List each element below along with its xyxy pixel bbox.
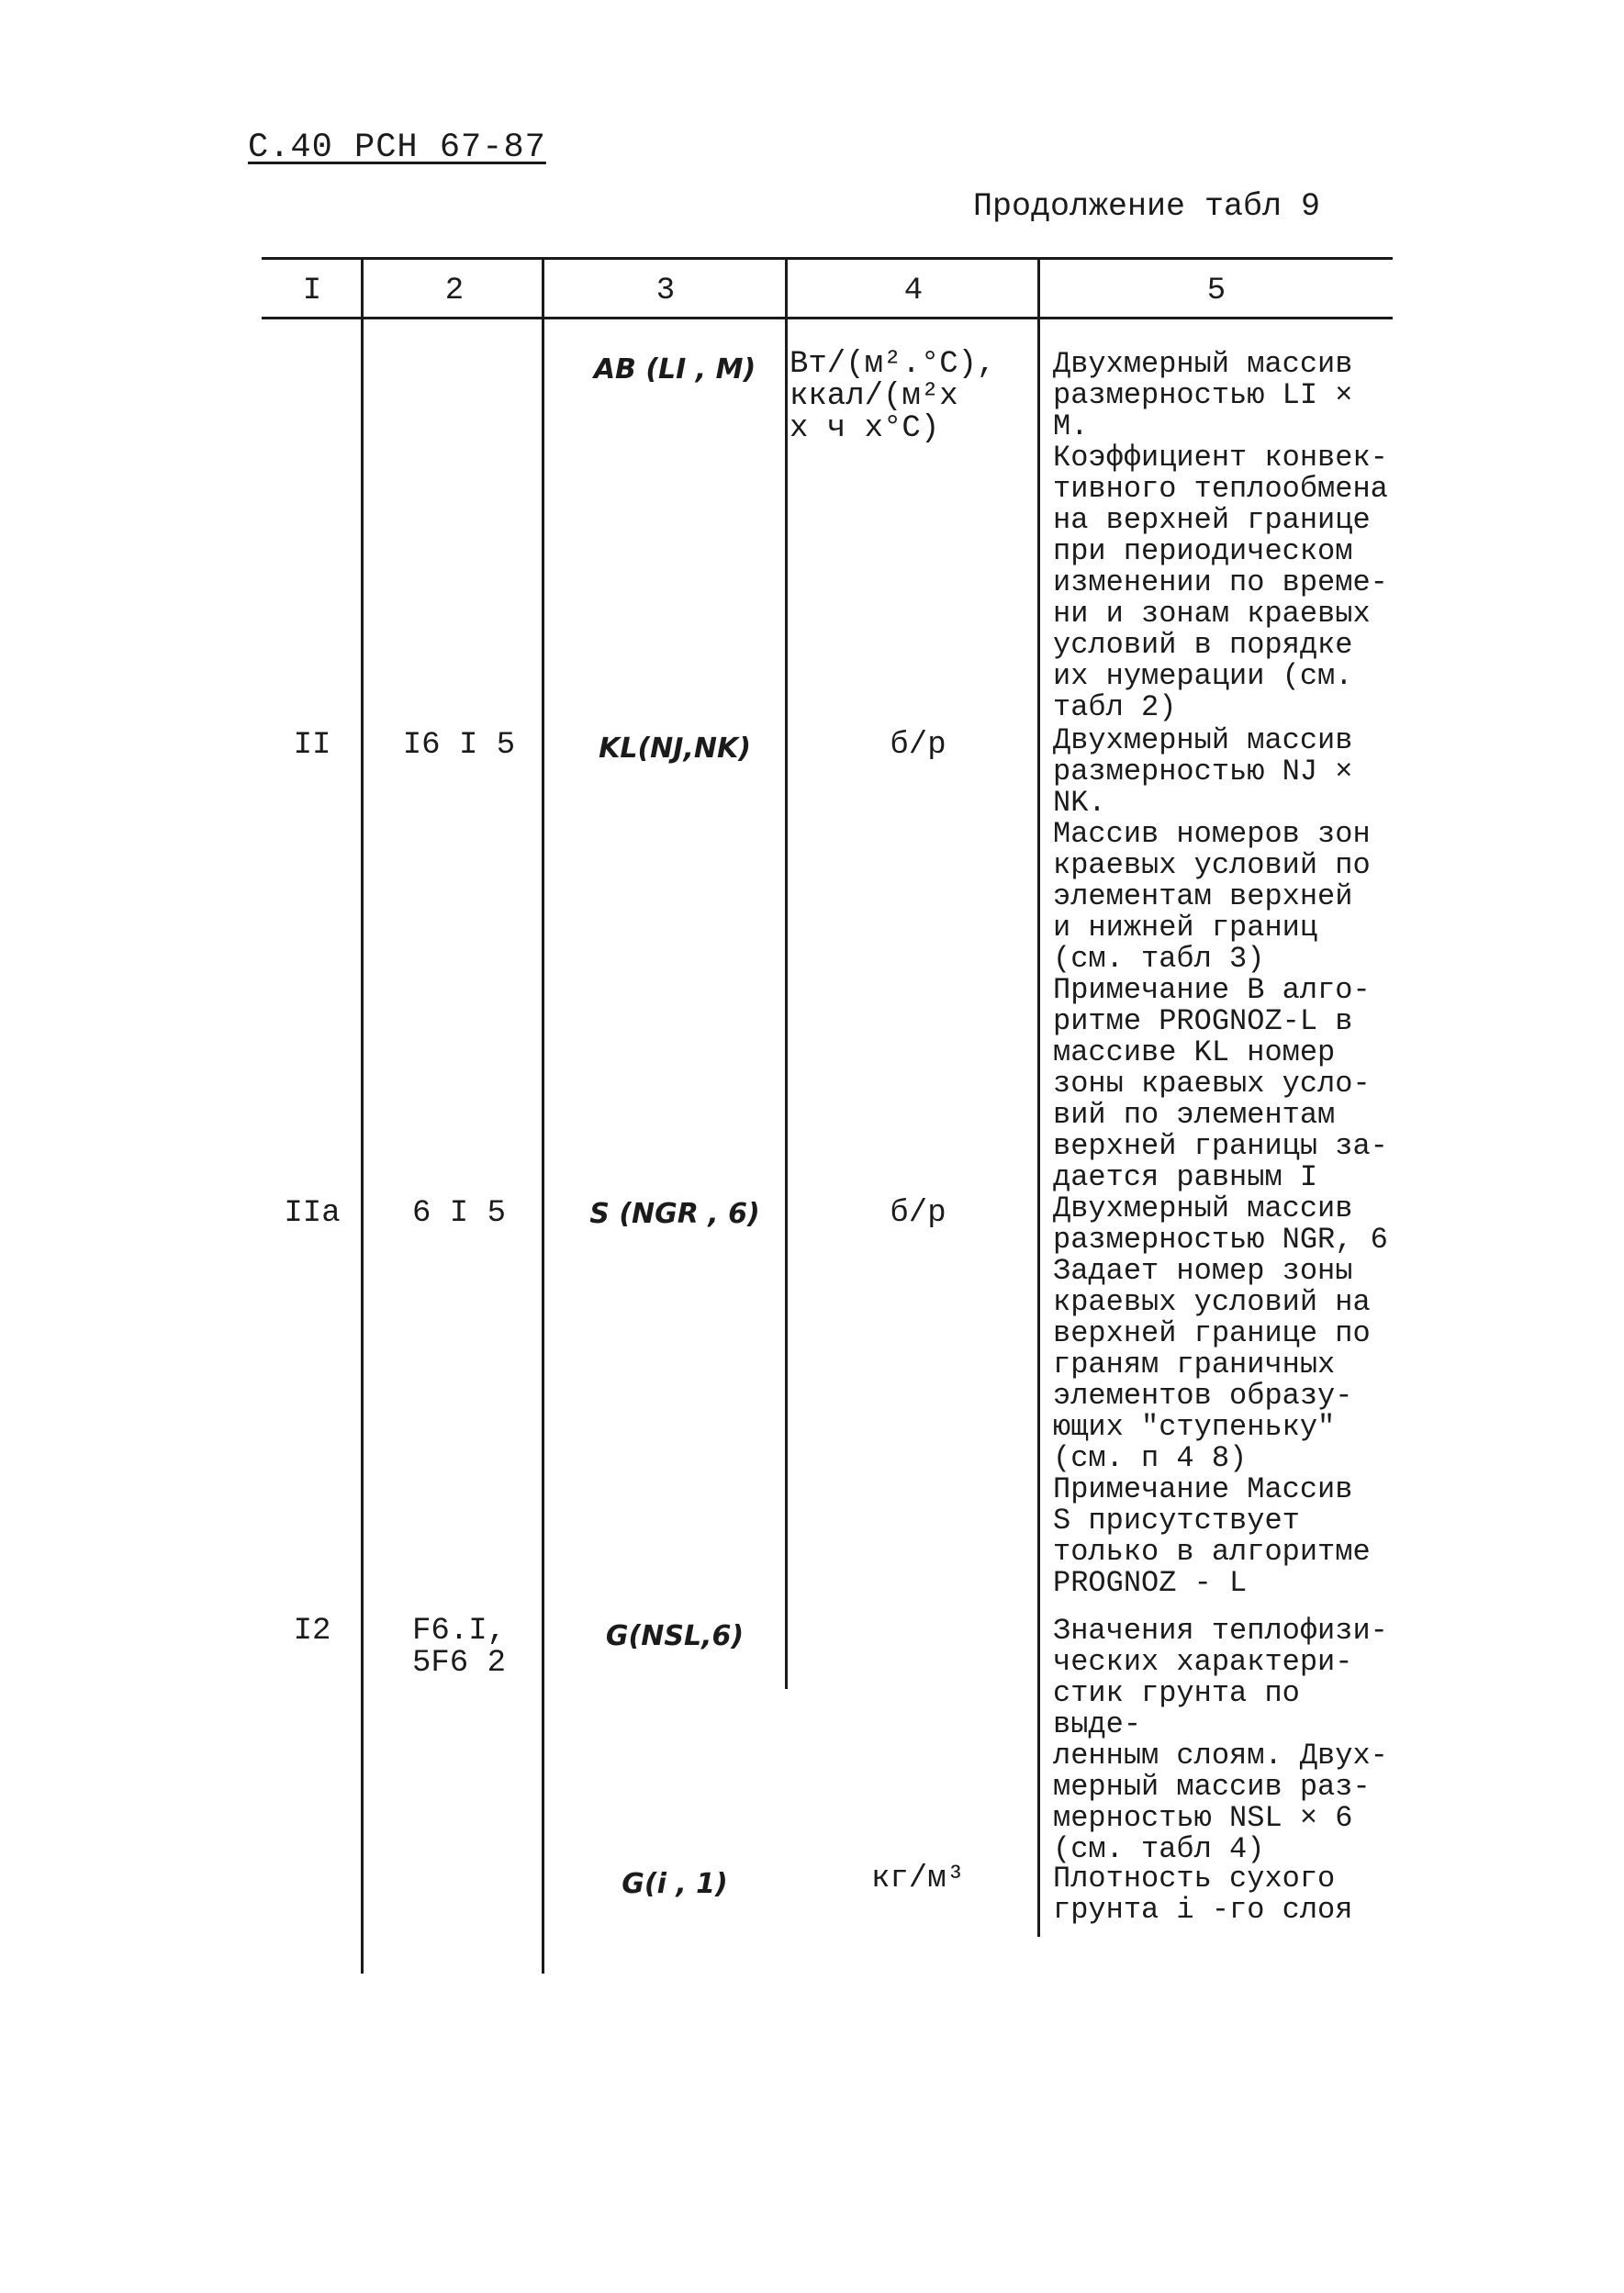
row-format: F6.I, 5F6 2 xyxy=(411,1614,507,1681)
row-number: II xyxy=(293,728,331,763)
row-format: I6 I 5 xyxy=(402,728,516,763)
row-identifier: G(i , 1) xyxy=(622,1868,728,1900)
row-identifier: AB (LI , M) xyxy=(593,353,756,386)
row-format: 6 I 5 xyxy=(411,1196,507,1231)
row-description: Двухмерный массив размерностью LI × M. Коэффициент конвек- тивного теплообмена на верхней границе при периодическом изменении по време- ни и зонам краевых условий в порядке их нумерации (см. табл 2) xyxy=(1053,347,1388,724)
parameters-table xyxy=(262,257,1400,1974)
row-unit: б/р xyxy=(890,1196,946,1231)
row-identifier: KL(NJ,NK) xyxy=(599,733,751,765)
column-divider-4 xyxy=(1037,257,1040,1937)
column-header-2: 2 xyxy=(444,274,465,308)
row-number: IIa xyxy=(284,1196,341,1231)
row-number: I2 xyxy=(293,1614,331,1649)
row-unit: кг/м³ xyxy=(870,1862,966,1896)
table-continuation-label: Продолжение табл 9 xyxy=(973,188,1321,225)
column-header-1: I xyxy=(302,274,322,308)
column-divider-2 xyxy=(542,257,544,1974)
row-identifier: G(NSL,6) xyxy=(605,1620,745,1652)
column-header-4: 4 xyxy=(903,274,924,308)
table-top-rule xyxy=(262,257,1393,260)
row-unit: б/р xyxy=(890,728,946,763)
row-description: Двухмерный массив размерностью NGR, 6 Задает номер зоны краевых условий на верхней границе по граням граничных элементов образу- ющих "ступеньку" (см. п 4 8) Примечание Массив S присутствует только в алгоритме PROGNOZ - L xyxy=(1053,1191,1388,1600)
row-identifier: S (NGR , 6) xyxy=(589,1198,760,1230)
column-divider-3 xyxy=(785,257,788,1689)
header-bottom-rule xyxy=(262,317,1393,319)
row-unit: Вт/(м².°С), ккал/(м²х х ч х°С) xyxy=(790,347,996,446)
page-header: С.40 РСН 67-87 xyxy=(248,129,546,167)
row-description: Плотность сухого грунта i -го слоя xyxy=(1053,1862,1353,1927)
row-description: Значения теплофизи- ческих характери- стик грунта по выде- ленным слоям. Двух- мерный массив раз- мерностью NSL × 6 (см. табл 4) xyxy=(1053,1614,1388,1866)
row-description: Двухмерный массив размерностью NJ × NK. Массив номеров зон краевых условий по элементам верхней и нижней границ (см. табл 3) Примечание В алго- ритме PROGNOZ-L в массиве KL номер зоны краевых усло- вий по элементам верхней границы за- дается равным I xyxy=(1053,723,1388,1194)
column-divider-1 xyxy=(361,257,364,1974)
column-header-5: 5 xyxy=(1206,274,1226,308)
column-header-3: 3 xyxy=(655,274,676,308)
